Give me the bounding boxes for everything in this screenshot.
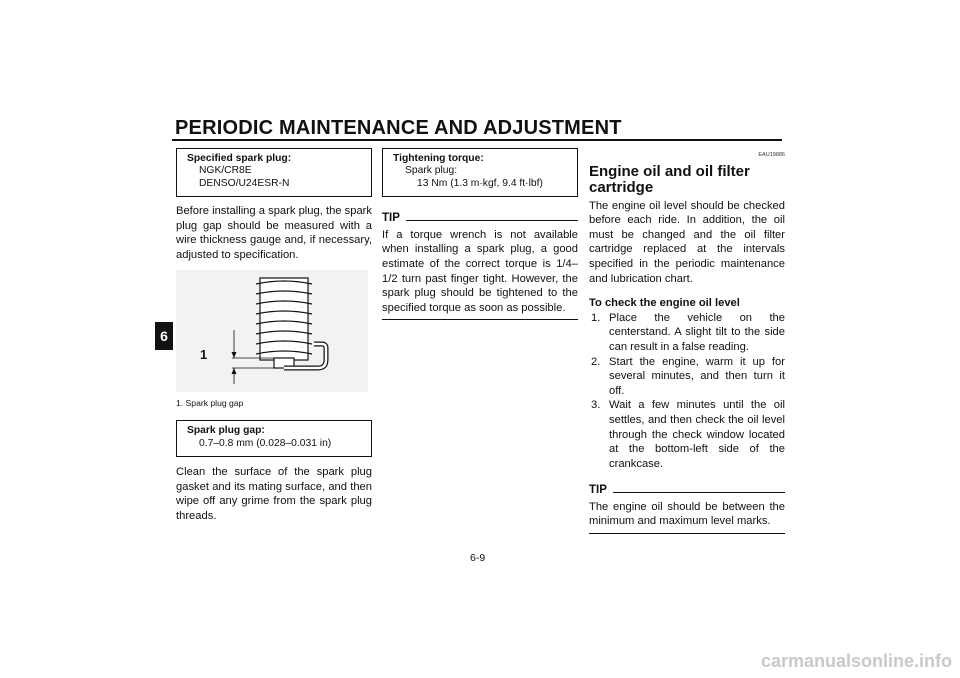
gap-value: 0.7–0.8 mm (0.028–0.031 in) xyxy=(199,437,332,449)
step-number: 1. xyxy=(591,311,601,324)
page-title: PERIODIC MAINTENANCE AND ADJUSTMENT xyxy=(175,117,622,139)
column-1 xyxy=(176,148,372,523)
section-code: EAU19886 xyxy=(758,152,785,158)
tip-header xyxy=(589,483,785,498)
list-item xyxy=(589,355,785,399)
spark-plug-gap-box xyxy=(176,420,372,457)
figure-label: 1 xyxy=(200,346,208,362)
spark-plug-spec-box xyxy=(176,148,372,197)
page-number: 6-9 xyxy=(470,552,486,564)
step-text: Place the vehicle on the centerstand. A slight tilt to the side can result in a false reading. xyxy=(609,311,785,353)
header-rule xyxy=(172,139,782,141)
torque-item: Spark plug: xyxy=(405,165,458,177)
spec-box-title: Specified spark plug: xyxy=(187,153,292,164)
column-2 xyxy=(382,148,578,320)
tip-label: TIP xyxy=(382,212,400,225)
spec-line: DENSO/U24ESR-N xyxy=(199,177,290,189)
tip-end-rule xyxy=(589,533,785,534)
step-text: Wait a few minutes until the oil settles, and then check the oil level through the check window located at the bottom-left side of the crankcase. xyxy=(609,399,785,470)
paragraph-gap-measure: Before installing a spark plug, the spark plug gap should be measured with a wire thickness gauge and, if necessary, adjusted to specification. xyxy=(176,205,372,261)
tip-label: TIP xyxy=(589,484,607,497)
tip-header xyxy=(382,211,578,226)
figure-caption: 1. Spark plug gap xyxy=(176,397,244,408)
spec-line: NGK/CR8E xyxy=(199,165,252,177)
section-intro: The engine oil level should be checked before each ride. In addition, the oil must be changed and the oil filter cartridge replaced at the intervals specified in the periodic maintenance and lubrication chart. xyxy=(589,199,785,285)
spark-plug-illustration xyxy=(176,270,368,392)
step-number: 3. xyxy=(591,399,601,412)
torque-value: 13 Nm (1.3 m·kgf, 9.4 ft·lbf) xyxy=(417,177,543,189)
tip-text: If a torque wrench is not available when installing a spark plug, a good estimate of the correct torque is 1/4–1/2 turn past finger tight. However, the spark plug should be tightened to the specified torque as soon as possible. xyxy=(382,228,578,314)
list-item xyxy=(589,311,785,355)
torque-box-title: Tightening torque: xyxy=(393,153,484,164)
steps-list xyxy=(589,311,785,472)
section-title: Engine oil and oil filter cartridge xyxy=(589,162,750,196)
tip-header-rule xyxy=(406,220,578,221)
spark-plug-figure xyxy=(176,270,368,392)
paragraph-clean-surface: Clean the surface of the spark plug gasket and its mating surface, and then wipe off any grime from the spark plug threads. xyxy=(176,466,372,522)
chapter-tab: 6 xyxy=(155,322,173,350)
tip-header-rule xyxy=(613,492,785,493)
list-item xyxy=(589,398,785,471)
subsection-title: To check the engine oil level xyxy=(589,297,740,310)
gap-box-title: Spark plug gap: xyxy=(187,425,265,437)
column-3 xyxy=(589,148,785,534)
tightening-torque-box xyxy=(382,148,578,197)
tip-text: The engine oil should be between the minimum and maximum level marks. xyxy=(589,500,785,528)
step-number: 2. xyxy=(591,355,601,368)
tip-end-rule xyxy=(382,319,578,320)
watermark: carmanualsonline.info xyxy=(760,651,952,671)
step-text: Start the engine, warm it up for several minutes, and then turn it off. xyxy=(609,355,785,397)
